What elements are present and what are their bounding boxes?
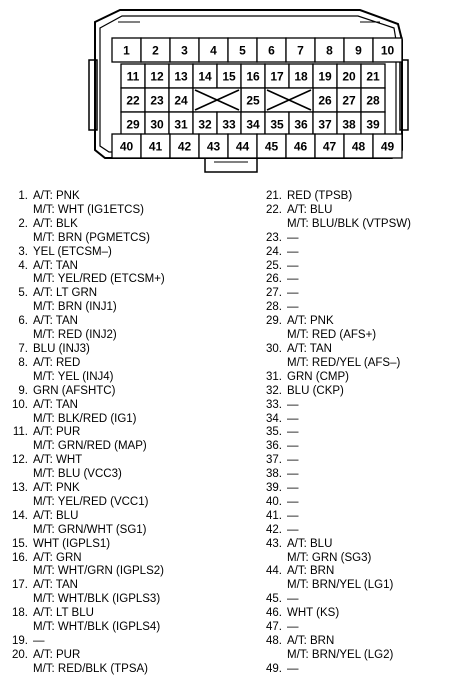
pin-cell-label: 11: [126, 69, 140, 84]
pin-wire-line: M/T: GRN (SG3): [287, 551, 372, 564]
pin-number: 10.: [12, 398, 28, 411]
pin-number: 20.: [12, 648, 28, 661]
pin-number: 17.: [12, 579, 28, 592]
pin-entry: [258, 301, 458, 315]
pin-wire-line: M/T: WHT/BLK (IGPLS3): [33, 593, 161, 606]
pin-wire-line: M/T: GRN/WHT (SG1): [33, 523, 147, 536]
pin-number: 13.: [12, 482, 28, 495]
pin-entry: [258, 496, 458, 510]
pin-number: 38.: [266, 468, 282, 481]
pin-cell-label: 17: [270, 69, 284, 84]
pin-entry: [258, 524, 458, 538]
pin-wire-info: [287, 287, 299, 301]
pin-wire-info: [33, 538, 110, 552]
pin-wire-line: M/T: RED (INJ2): [33, 329, 117, 342]
pin-wire-line: A/T: PUR: [33, 648, 81, 661]
pin-wire-line: A/T: PUR: [33, 426, 81, 439]
pin-number: 43.: [266, 537, 282, 550]
pin-number: 14.: [12, 509, 28, 522]
pin-wire-info: [287, 371, 349, 385]
pin-cell-label: 41: [148, 139, 163, 154]
pin-wire-info: [287, 399, 299, 413]
pin-cell-label: 30: [150, 117, 164, 132]
pin-cell-label: 6: [268, 43, 275, 58]
pin-entry: [258, 371, 458, 385]
pin-wire-line: YEL (ETCSM–): [33, 245, 112, 258]
pin-wire-info: [287, 593, 299, 607]
pin-entry: [258, 593, 458, 607]
pin-number: 15.: [12, 537, 28, 550]
pin-number: 44.: [266, 565, 282, 578]
pin-wire-info: [287, 524, 299, 538]
pin-wire-info: [33, 579, 160, 607]
pin-number: 29.: [266, 315, 282, 328]
pin-number: 23.: [266, 231, 282, 244]
pin-number: 37.: [266, 454, 282, 467]
pin-wire-line: A/T: GRN: [33, 551, 82, 564]
pin-cell-label: 32: [198, 117, 212, 132]
pin-cell-label: 28: [366, 93, 380, 108]
pin-entry: [258, 246, 458, 260]
pin-wire-line: —: [287, 273, 299, 286]
pin-entry: [4, 454, 204, 482]
pin-list-left: [4, 190, 204, 677]
pin-entry: [4, 649, 204, 677]
pin-wire-info: [33, 260, 165, 288]
pin-wire-line: A/T: RED: [33, 356, 81, 369]
pin-entry: [4, 635, 204, 649]
pin-entry: [258, 399, 458, 413]
pin-wire-line: —: [287, 426, 299, 439]
pin-wire-line: M/T: WHT/GRN (IGPLS2): [33, 565, 164, 578]
pin-cell-label: 15: [222, 69, 236, 84]
pin-wire-line: A/T: TAN: [33, 579, 78, 592]
pin-wire-line: —: [33, 635, 45, 647]
pin-wire-line: WHT (KS): [287, 607, 340, 620]
pin-wire-info: [287, 385, 344, 399]
pin-entry: [4, 343, 204, 357]
pin-list-right: [258, 190, 458, 677]
pin-entry: [4, 315, 204, 343]
pin-cell-label: 31: [174, 117, 188, 132]
pin-cell-label: 23: [150, 93, 164, 108]
pin-cell-label: 3: [181, 43, 188, 58]
pin-cell-label: 42: [177, 139, 192, 154]
pin-wire-info: [287, 454, 299, 468]
pin-wire-info: [287, 190, 352, 204]
pin-number: 42.: [266, 523, 282, 536]
pin-entry: [258, 607, 458, 621]
pin-wire-info: [33, 315, 117, 343]
pin-wire-line: M/T: BLU (VCC3): [33, 468, 122, 481]
pin-wire-info: [33, 343, 90, 357]
pin-wire-line: —: [287, 440, 299, 453]
pin-wire-line: —: [287, 412, 299, 425]
pin-number: 26.: [266, 273, 282, 286]
pin-wire-line: M/T: BLK/RED (IG1): [33, 412, 137, 425]
pin-cell-label: 39: [366, 117, 380, 132]
pin-wire-line: M/T: GRN/RED (MAP): [33, 440, 147, 453]
pin-wire-line: M/T: BLU/BLK (VTPSW): [287, 217, 411, 230]
pin-number: 39.: [266, 482, 282, 495]
pin-number: 11.: [12, 426, 28, 439]
pin-wire-info: [33, 649, 148, 677]
pin-cell-label: 33: [222, 117, 236, 132]
pin-wire-line: M/T: YEL (INJ4): [33, 370, 114, 383]
pin-wire-info: [287, 565, 393, 593]
pin-entry: [258, 343, 458, 371]
pin-wire-info: [287, 440, 299, 454]
pin-entry: [258, 232, 458, 246]
pin-cell-label: 12: [150, 69, 164, 84]
pin-wire-line: M/T: WHT (IG1ETCS): [33, 203, 144, 216]
pin-entry: [258, 273, 458, 287]
pin-cell-label: 47: [322, 139, 337, 154]
pin-wire-line: A/T: BRN: [287, 565, 335, 578]
pin-number: 22.: [266, 203, 282, 216]
pin-entry: [258, 468, 458, 482]
pin-number: 35.: [266, 426, 282, 439]
pin-cell-label: 43: [206, 139, 221, 154]
pin-wire-info: [33, 218, 150, 246]
pin-cell-label: 9: [355, 43, 362, 58]
pin-wire-line: —: [287, 523, 299, 536]
pin-cell-label: 38: [342, 117, 356, 132]
pin-wire-info: [287, 482, 299, 496]
pin-number: 7.: [18, 342, 28, 355]
pin-entry: [4, 357, 204, 385]
pin-entry: [258, 260, 458, 274]
pin-cell-label: 20: [342, 69, 356, 84]
pin-wire-line: M/T: WHT/BLK (IGPLS4): [33, 621, 161, 634]
pin-cell-label: 8: [326, 43, 333, 58]
pin-wire-info: [287, 204, 411, 232]
pin-entry: [258, 565, 458, 593]
pin-entry: [258, 190, 458, 204]
pin-wire-line: BLU (INJ3): [33, 342, 90, 355]
pin-cell-label: 14: [198, 69, 212, 84]
pin-number: 3.: [18, 245, 28, 258]
pin-wire-info: [287, 315, 376, 343]
pin-wire-info: [33, 552, 164, 580]
pin-cell-label: 44: [235, 139, 250, 154]
pin-cell-label: 40: [119, 139, 134, 154]
pin-wire-line: A/T: BLU: [287, 537, 333, 550]
pin-entry: [258, 663, 458, 677]
bottom-tab: [205, 158, 257, 172]
pin-wire-info: [287, 273, 299, 287]
pin-cell-label: 7: [297, 43, 304, 58]
pin-number: 36.: [266, 440, 282, 453]
pin-cell-label: 13: [174, 69, 188, 84]
pin-cell-label: 29: [126, 117, 140, 132]
pin-wire-info: [33, 190, 144, 218]
pin-number: 41.: [266, 509, 282, 522]
pin-number: 19.: [12, 635, 28, 647]
pin-number: 6.: [18, 315, 28, 328]
pin-cell-label: 22: [126, 93, 140, 108]
pin-wire-line: A/T: BLU: [33, 509, 79, 522]
pin-wire-info: [287, 301, 299, 315]
pin-wire-info: [33, 635, 45, 649]
pin-cell-label: 1: [123, 43, 130, 58]
pin-entry: [258, 315, 458, 343]
pin-wire-line: M/T: BRN/YEL (LG2): [287, 648, 394, 661]
pin-entry: [258, 454, 458, 468]
pin-entry: [4, 538, 204, 552]
pin-wire-info: [287, 607, 339, 621]
pin-wire-line: M/T: YEL/RED (VCC1): [33, 495, 149, 508]
pin-number: 12.: [12, 454, 28, 467]
pin-wire-line: A/T: BLK: [33, 217, 78, 230]
pin-wire-line: A/T: TAN: [287, 342, 332, 355]
pin-number: 40.: [266, 495, 282, 508]
pin-entry: [258, 413, 458, 427]
pin-wire-info: [287, 468, 299, 482]
pin-cell-label: 36: [294, 117, 308, 132]
pin-cell-label: 48: [351, 139, 366, 154]
pin-wire-info: [287, 232, 299, 246]
pin-entry: [258, 621, 458, 635]
pin-wire-line: BLU (CKP): [287, 384, 344, 397]
pin-entry: [4, 260, 204, 288]
pin-wire-info: [287, 635, 393, 663]
pin-entry: [258, 440, 458, 454]
pin-wire-line: M/T: BRN/YEL (LG1): [287, 579, 394, 592]
pin-wire-info: [33, 385, 115, 399]
pin-entry: [4, 482, 204, 510]
pin-wire-line: A/T: PNK: [33, 482, 80, 495]
pin-number: 1.: [18, 190, 28, 202]
pin-cell-label: 2: [152, 43, 159, 58]
pin-entry: [4, 552, 204, 580]
pin-number: 32.: [266, 384, 282, 397]
pin-entry: [258, 385, 458, 399]
pin-number: 34.: [266, 412, 282, 425]
pin-number: 30.: [266, 342, 282, 355]
pin-number: 4.: [18, 259, 28, 272]
pin-entry: [4, 426, 204, 454]
connector-diagram: [0, 0, 462, 185]
pin-wire-line: A/T: TAN: [33, 398, 78, 411]
pin-cell-label: 45: [264, 139, 279, 154]
pin-wire-line: —: [287, 468, 299, 481]
pin-wire-line: A/T: LT BLU: [33, 607, 94, 620]
pin-number: 45.: [266, 593, 282, 606]
pin-wire-info: [33, 607, 160, 635]
pin-cell-label: 4: [210, 43, 217, 58]
pin-entry: [4, 190, 204, 218]
pin-wire-line: RED (TPSB): [287, 190, 353, 202]
pin-number: 33.: [266, 398, 282, 411]
pin-wire-line: —: [287, 482, 299, 495]
pin-entry: [258, 482, 458, 496]
pin-wire-line: —: [287, 301, 299, 314]
pin-number: 18.: [12, 607, 28, 620]
pin-wire-info: [287, 496, 299, 510]
pin-wire-info: [287, 510, 299, 524]
pin-number: 46.: [266, 607, 282, 620]
pin-cell-label: 24: [174, 93, 188, 108]
pin-number: 27.: [266, 287, 282, 300]
pin-wire-info: [287, 426, 299, 440]
pin-wire-line: A/T: WHT: [33, 454, 83, 467]
pin-wire-line: A/T: TAN: [33, 315, 78, 328]
pin-entry: [258, 204, 458, 232]
pin-wire-line: A/T: PNK: [33, 190, 80, 202]
pin-entry: [4, 218, 204, 246]
pin-entry: [258, 510, 458, 524]
pin-entry: [4, 385, 204, 399]
pin-number: 2.: [18, 217, 28, 230]
pin-wire-info: [287, 538, 371, 566]
pin-wire-info: [287, 260, 299, 274]
pin-wire-line: —: [287, 495, 299, 508]
pin-number: 49.: [266, 662, 282, 675]
pin-wire-line: —: [287, 509, 299, 522]
pin-cell-label: 21: [366, 69, 380, 84]
pin-wire-line: —: [287, 593, 299, 606]
pin-wire-line: A/T: BRN: [287, 635, 335, 647]
pin-wire-info: [33, 510, 147, 538]
pin-number: 21.: [266, 190, 282, 202]
pin-cell-label: 19: [318, 69, 332, 84]
pin-cell-label: 25: [246, 93, 260, 108]
pin-number: 16.: [12, 551, 28, 564]
pin-wire-line: M/T: BRN (PGMETCS): [33, 231, 150, 244]
pin-cell-label: 10: [380, 43, 395, 58]
pin-wire-info: [33, 426, 147, 454]
pin-cell-label: 37: [318, 117, 332, 132]
pin-wire-info: [33, 454, 122, 482]
pin-cell-label: 35: [270, 117, 284, 132]
pin-number: 48.: [266, 635, 282, 647]
pin-entry: [4, 287, 204, 315]
pin-wire-info: [33, 482, 148, 510]
pin-wire-line: M/T: RED/BLK (TPSA): [33, 662, 149, 675]
pin-wire-info: [287, 621, 299, 635]
pin-cell-label: 18: [294, 69, 308, 84]
pin-entry: [4, 399, 204, 427]
pin-wire-line: M/T: RED/YEL (AFS–): [287, 356, 401, 369]
pin-entry: [4, 246, 204, 260]
pin-wire-line: —: [287, 454, 299, 467]
pin-cell-label: 26: [318, 93, 332, 108]
pin-wire-line: A/T: PNK: [287, 315, 334, 328]
pin-wire-line: M/T: YEL/RED (ETCSM+): [33, 273, 165, 286]
pin-wire-line: —: [287, 231, 299, 244]
pin-number: 24.: [266, 245, 282, 258]
pin-wire-line: —: [287, 398, 299, 411]
pin-wire-line: —: [287, 259, 299, 272]
pin-number: 8.: [18, 356, 28, 369]
pin-wire-line: A/T: LT GRN: [33, 287, 98, 300]
pin-wire-line: —: [287, 621, 299, 634]
pin-wire-line: M/T: RED (AFS+): [287, 329, 377, 342]
pin-wire-info: [33, 357, 114, 385]
pin-entry: [258, 538, 458, 566]
pin-entry: [258, 426, 458, 440]
pin-cell-label: 46: [293, 139, 308, 154]
pin-wire-line: M/T: BRN (INJ1): [33, 301, 117, 314]
pin-wire-line: GRN (CMP): [287, 370, 349, 383]
pin-number: 47.: [266, 621, 282, 634]
pin-wire-info: [33, 246, 112, 260]
pin-wire-line: A/T: BLU: [287, 203, 333, 216]
pin-wire-line: WHT (IGPLS1): [33, 537, 111, 550]
pin-cell-label: 16: [246, 69, 260, 84]
pin-wire-info: [287, 413, 299, 427]
pin-cell-label: 27: [342, 93, 356, 108]
pin-wire-info: [33, 287, 117, 315]
pin-wire-line: GRN (AFSHTC): [33, 384, 116, 397]
pin-wire-info: [287, 343, 400, 371]
pin-entry: [258, 287, 458, 301]
pin-number: 9.: [18, 384, 28, 397]
pin-cell-label: 49: [380, 139, 395, 154]
pin-entry: [4, 607, 204, 635]
pin-wire-info: [287, 246, 299, 260]
pin-cell-label: 5: [239, 43, 246, 58]
pin-entry: [258, 635, 458, 663]
pin-number: 31.: [266, 370, 282, 383]
pin-number: 25.: [266, 259, 282, 272]
pin-wire-info: [287, 663, 299, 677]
pin-wire-line: —: [287, 662, 299, 675]
pin-wire-info: [33, 399, 137, 427]
pin-number: 28.: [266, 301, 282, 314]
pin-entry: [4, 510, 204, 538]
pin-entry: [4, 579, 204, 607]
pin-wire-line: A/T: TAN: [33, 259, 78, 272]
pin-number: 5.: [18, 287, 28, 300]
pin-wire-line: —: [287, 287, 299, 300]
pin-cell-label: 34: [246, 117, 260, 132]
pin-wire-line: —: [287, 245, 299, 258]
